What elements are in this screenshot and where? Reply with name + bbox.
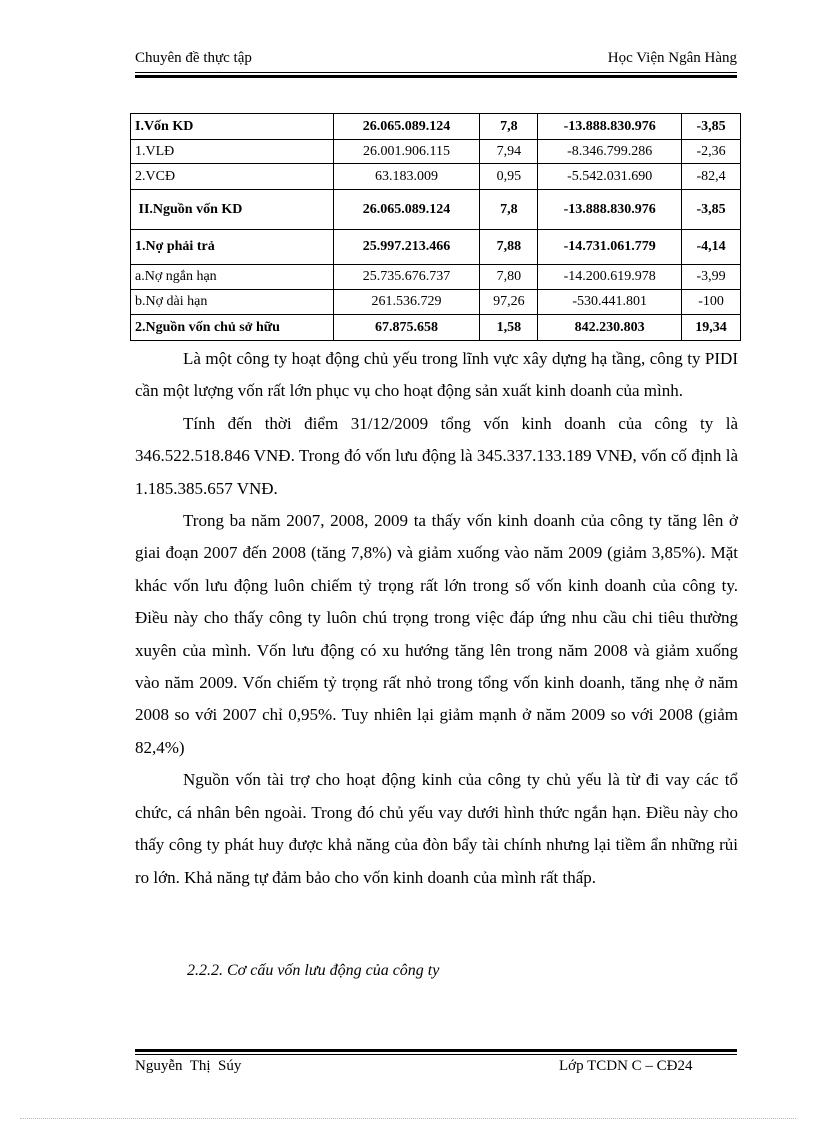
table-cell: -14.731.061.779 <box>538 230 682 265</box>
table-row <box>131 315 741 341</box>
table-cell: -14.200.619.978 <box>538 265 682 290</box>
table-cell: 25.997.213.466 <box>333 230 480 265</box>
body-text <box>135 343 738 894</box>
table-cell: -3,85 <box>682 114 741 140</box>
table-cell: -82,4 <box>682 164 741 190</box>
table-cell: 261.536.729 <box>333 290 480 315</box>
table-cell: -8.346.799.286 <box>538 140 682 164</box>
table-cell: 25.735.676.737 <box>333 265 480 290</box>
table-cell: -3,85 <box>682 190 741 230</box>
table-cell: -13.888.830.976 <box>538 190 682 230</box>
table-cell: -100 <box>682 290 741 315</box>
table-cell: 67.875.658 <box>333 315 480 341</box>
page-header <box>135 50 737 72</box>
table-row <box>131 290 741 315</box>
table-cell: 97,26 <box>480 290 538 315</box>
table-cell: 26.065.089.124 <box>333 190 480 230</box>
footer-author: Nguyễn Thị Súy <box>135 1058 242 1074</box>
table-cell: -2,36 <box>682 140 741 164</box>
table-cell: 63.183.009 <box>333 164 480 190</box>
footer-rule-thick <box>135 1049 737 1052</box>
table-cell: -530.441.801 <box>538 290 682 315</box>
row-label: 1.VLĐ <box>131 140 334 164</box>
row-label: b.Nợ dài hạn <box>131 290 334 315</box>
table-cell: 7,88 <box>480 230 538 265</box>
page-bottom-border <box>20 1118 796 1119</box>
table-cell: -4,14 <box>682 230 741 265</box>
table-cell: 0,95 <box>480 164 538 190</box>
paragraph: Là một công ty hoạt động chủ yếu trong lĩnh vực xây dựng hạ tầng, công ty PIDI cần một lượng vốn rất lớn phục vụ cho hoạt động sản xuất kinh doanh của mình. <box>135 349 738 401</box>
row-label: I.Vốn KD <box>131 114 334 140</box>
row-label: 2.Nguồn vốn chủ sở hữu <box>131 315 334 341</box>
table-row <box>131 230 741 265</box>
table-row <box>131 265 741 290</box>
header-rule-thin <box>135 72 737 73</box>
row-label: 2.VCĐ <box>131 164 334 190</box>
table-cell: 7,80 <box>480 265 538 290</box>
paragraph: Tính đến thời điểm 31/12/2009 tổng vốn kinh doanh của công ty là 346.522.518.846 VNĐ. Trong đó vốn lưu động là 345.337.133.189 VNĐ, vốn cố định là 1.185.385.657 VNĐ. <box>135 413 738 498</box>
table-cell: 7,94 <box>480 140 538 164</box>
table-cell: -5.542.031.690 <box>538 164 682 190</box>
table-cell: 1,58 <box>480 315 538 341</box>
table-cell: -13.888.830.976 <box>538 114 682 140</box>
row-label: II.Nguồn vốn KD <box>131 190 334 230</box>
table-row <box>131 140 741 164</box>
table-cell: 26.001.906.115 <box>333 140 480 164</box>
table-row <box>131 164 741 190</box>
header-institution: Học Viện Ngân Hàng <box>607 50 737 66</box>
table-cell: 19,34 <box>682 315 741 341</box>
table-row <box>131 190 741 230</box>
row-label: 1.Nợ phải trả <box>131 230 334 265</box>
capital-table <box>130 113 741 341</box>
paragraph: Trong ba năm 2007, 2008, 2009 ta thấy vốn kinh doanh của công ty tăng lên ở giai đoạn 2007 đến 2008 (tăng 7,8%) và giảm xuống vào năm 2009 (giảm 3,85%). Mặt khác vốn lưu động luôn chiếm tỷ trọng rất lớn trong số vốn kinh doanh của công ty. Điều này cho thấy công ty luôn chú trọng trong việc đáp ứng nhu cầu chi tiêu thường xuyên của mình. Vốn lưu động có xu hướng tăng lên trong năm 2008 và giảm xuống vào năm 2009. Vốn chiếm tỷ trọng rất nhỏ trong tổng vốn kinh doanh, tăng nhẹ ở năm 2008 so với 2007 chỉ 0,95%. Tuy nhiên lại giảm mạnh ở năm 2009 so với 2008 (giảm 82,4%) <box>135 511 738 757</box>
row-label: a.Nợ ngắn hạn <box>131 265 334 290</box>
table-cell: 7,8 <box>480 114 538 140</box>
section-heading: 2.2.2. Cơ cấu vốn lưu động của công ty <box>187 962 440 979</box>
table-cell: 842.230.803 <box>538 315 682 341</box>
footer-rule-thin <box>135 1054 737 1055</box>
header-rule-thick <box>135 75 737 78</box>
footer-class: Lớp TCDN C – CĐ24 <box>559 1058 693 1074</box>
table-row <box>131 114 741 140</box>
table-cell: 26.065.089.124 <box>333 114 480 140</box>
paragraph: Nguồn vốn tài trợ cho hoạt động kinh của công ty chủ yếu là từ đi vay các tổ chức, cá nhân bên ngoài. Trong đó chủ yếu vay dưới hình thức ngắn hạn. Điều này cho thấy công ty phát huy được khả năng của đòn bẩy tài chính nhưng lại tiềm ẩn những rủi ro lớn. Khả năng tự đảm bảo cho vốn kinh doanh của mình rất thấp. <box>135 770 738 887</box>
header-title: Chuyên đề thực tập <box>135 50 252 66</box>
table-cell: -3,99 <box>682 265 741 290</box>
table-cell: 7,8 <box>480 190 538 230</box>
